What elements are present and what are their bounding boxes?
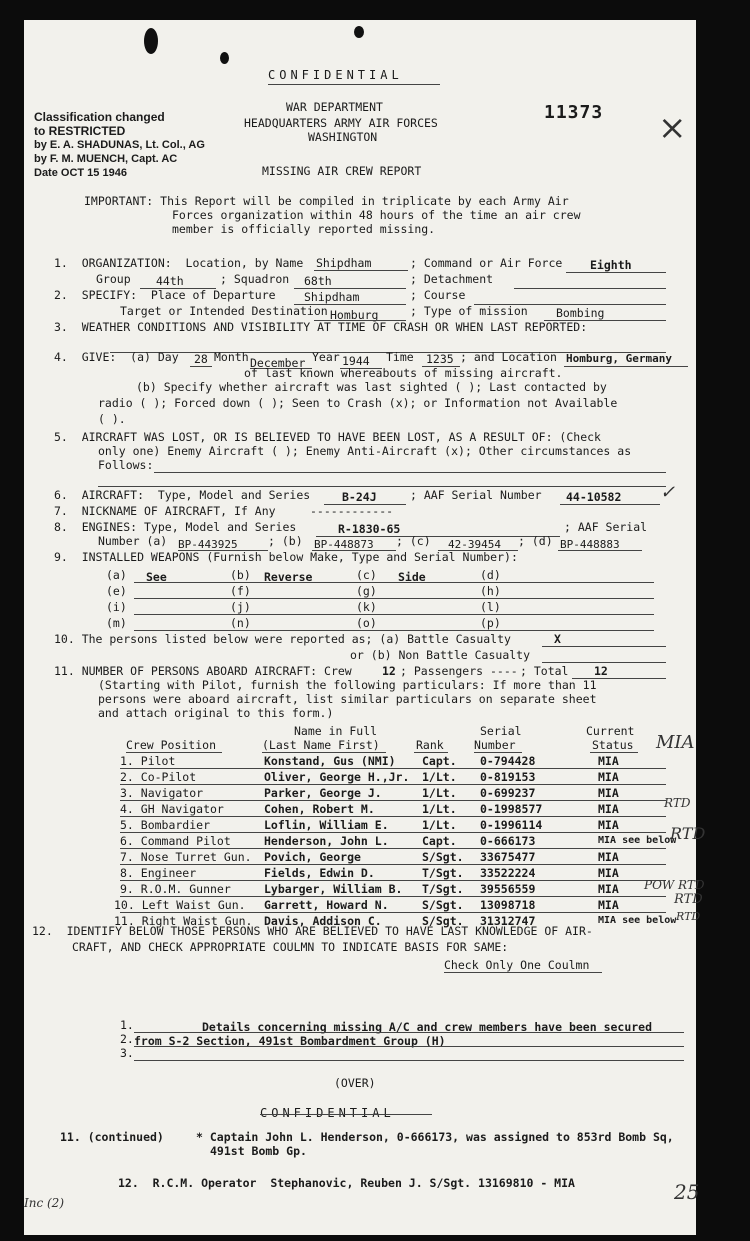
col-position: Crew Position: [126, 738, 217, 752]
crew-row-9-position: 9. R.O.M. Gunner: [120, 882, 231, 896]
s2-target-label: Target or Intended Destination: [120, 304, 328, 318]
s9-k-label: (k): [356, 600, 377, 614]
s8-engine-d: BP-448883: [560, 538, 620, 551]
handwritten-pow-rtd: POW RTD: [644, 878, 705, 892]
crew-row-6-name: Henderson, John L.: [264, 834, 389, 848]
s8-engine-a: BP-443925: [178, 538, 238, 551]
s11-label: 11. NUMBER OF PERSONS ABOARD AIRCRAFT: Crew: [54, 664, 352, 678]
s12-line-3: Check Only One Coulmn: [444, 958, 590, 972]
header-city: WASHINGTON: [308, 130, 378, 144]
s9-b-label: (b): [230, 568, 251, 582]
corner-x-mark: ×: [658, 108, 687, 148]
crew-row-9-status: MIA: [598, 882, 619, 896]
s8-engine-c: 42-39454: [448, 538, 501, 551]
continued-text-1: * Captain John L. Henderson, 0-666173, was assigned to 853rd Bomb Sq,: [196, 1130, 674, 1144]
s12-item-2-line: [134, 1046, 684, 1047]
crew-row-1-status: MIA: [598, 754, 619, 768]
s9-i-label: (i): [106, 600, 127, 614]
s1-command-label: ; Command or Air Force: [410, 256, 563, 270]
s1-detachment-line: [514, 288, 666, 289]
s12-item-3-line: [134, 1060, 684, 1061]
crew-row-7-status: MIA: [598, 850, 619, 864]
s11-line-2: (Starting with Pilot, furnish the following particulars: If more than 11: [98, 678, 597, 692]
continued-text-2: 491st Bomb Gp.: [210, 1144, 307, 1158]
crew-row-4-serial: 0-1998577: [480, 802, 543, 816]
header-hq: HEADQUARTERS ARMY AIR FORCES: [244, 116, 438, 130]
s9-h-label: (h): [480, 584, 501, 598]
crew-row-9-name: Lybarger, William B.: [264, 882, 403, 896]
s10-line-1: 10. The persons listed below were reported as; (a) Battle Casualty: [54, 632, 511, 646]
s11-passengers: ----: [490, 664, 518, 678]
crew-row-5-name: Loflin, William E.: [264, 818, 389, 832]
s4-label: 4. GIVE: (a) Day: [54, 350, 179, 364]
crew-row-7-position: 7. Nose Turret Gun.: [120, 850, 252, 864]
s2-departure: Shipdham: [304, 290, 360, 304]
s12-item-1-line: [134, 1032, 684, 1033]
crew-row-7-line: [120, 864, 666, 865]
crew-row-3-rank: 1/Lt.: [422, 786, 457, 800]
s5-line-2: only one) Enemy Aircraft ( ); Enemy Anti-Aircraft (x); Other circumstances as: [98, 444, 632, 458]
crew-row-4-position: 4. GH Navigator: [120, 802, 224, 816]
s9-n-label: (n): [230, 616, 251, 630]
s12-num-3: 3.: [120, 1046, 134, 1060]
classification-bottom: CONFIDENTIAL: [260, 1106, 395, 1120]
crew-row-11-status: MIA see below: [598, 915, 677, 926]
s9-row2-line: [134, 598, 654, 599]
crew-row-4-name: Cohen, Robert M.: [264, 802, 375, 816]
s1-command: Eighth: [590, 258, 632, 272]
s9-row4-line: [134, 630, 654, 631]
s11-line-4: and attach original to this form.): [98, 706, 334, 720]
crew-row-1-position: 1. Pilot: [120, 754, 176, 768]
crew-row-2-position: 2. Co-Pilot: [120, 770, 197, 784]
crew-row-11-name: Davis, Addison C.: [264, 914, 382, 928]
s5-line-b: [98, 486, 666, 487]
crew-row-3-line: [120, 800, 666, 801]
s12-line-1: 12. IDENTIFY BELOW THOSE PERSONS WHO ARE BELIEVED TO HAVE LAST KNOWLEDGE OF AIR-: [32, 924, 593, 938]
over-label: (OVER): [334, 1076, 376, 1090]
s11-passengers-label: ; Passengers: [400, 664, 484, 678]
s9-c-label: (c): [356, 568, 377, 582]
col-name-top: Name in Full: [294, 724, 378, 738]
s8-engine-b: BP-448873: [314, 538, 374, 551]
s9-label: 9. INSTALLED WEAPONS (Furnish below Make, Type and Serial Number):: [54, 550, 518, 564]
classification-top: CONFIDENTIAL: [268, 68, 403, 82]
s2-course-label: ; Course: [410, 288, 466, 302]
crew-row-11-rank: S/Sgt.: [422, 914, 464, 928]
s11-total: 12: [594, 664, 608, 678]
crew-row-5-rank: 1/Lt.: [422, 818, 457, 832]
s11-line-3: persons were aboard aircraft, list similar particulars on separate sheet: [98, 692, 597, 706]
s5-line-1: 5. AIRCRAFT WAS LOST, OR IS BELIEVED TO HAVE BEEN LOST, AS A RESULT OF: (Check: [54, 430, 601, 444]
col-position-underline: [126, 752, 222, 753]
crew-row-11-position: 11. Right Waist Gun.: [114, 914, 253, 928]
crew-row-2-serial: 0-819153: [480, 770, 536, 784]
crew-row-6-serial: 0-666173: [480, 834, 536, 848]
crew-row-3-name: Parker, George J.: [264, 786, 382, 800]
report-number: 11373: [544, 102, 604, 123]
report-title: MISSING AIR CREW REPORT: [262, 164, 422, 178]
col-status-bottom: Status: [592, 738, 634, 752]
crew-row-8-line: [120, 880, 666, 881]
s6-serial-label: ; AAF Serial Number: [410, 488, 542, 502]
crew-row-8-rank: T/Sgt.: [422, 866, 464, 880]
important-line-3: member is officially reported missing.: [172, 222, 436, 236]
crew-row-1-name: Konstand, Gus (NMI): [264, 754, 396, 768]
col-rank: Rank: [416, 738, 444, 752]
s9-f-label: (f): [230, 584, 251, 598]
s9-j-label: (j): [230, 600, 251, 614]
crew-row-10-position: 10. Left Waist Gun.: [114, 898, 246, 912]
s10-mark: X: [554, 632, 561, 646]
s6-serial-line: [560, 504, 660, 505]
crew-row-10-name: Garrett, Howard N.: [264, 898, 389, 912]
crew-row-1-line: [120, 768, 666, 769]
handwritten-mia: MIA: [656, 732, 695, 753]
crew-row-4-rank: 1/Lt.: [422, 802, 457, 816]
classification-bottom-line: [260, 1114, 432, 1115]
col-name-bottom: (Last Name First): [262, 738, 380, 752]
stamp-line-5: Date OCT 15 1946: [34, 167, 127, 179]
s9-c-value: Side: [398, 570, 426, 584]
s9-row1-line: [134, 582, 654, 583]
header-department: WAR DEPARTMENT: [286, 100, 383, 114]
handwritten-rtd-1: RTD: [664, 796, 691, 810]
continued-label: 11. (continued): [60, 1130, 164, 1144]
s8-label: 8. ENGINES: Type, Model and Series: [54, 520, 297, 534]
s9-a-value: See: [146, 570, 167, 584]
stamp-line-1: Classification changed: [34, 110, 165, 124]
stamp-line-3: by E. A. SHADUNAS, Lt. Col., AG: [34, 139, 205, 151]
col-rank-underline: [414, 752, 448, 753]
s6-serial: 44-10582: [566, 490, 622, 504]
scan-speck: [354, 26, 364, 38]
s4-time: 1235: [426, 352, 454, 366]
crew-row-9-serial: 39556559: [480, 882, 536, 896]
s1-group-label: Group: [96, 272, 131, 286]
crew-row-10-rank: S/Sgt.: [422, 898, 464, 912]
s4-location-label: ; and Location: [460, 350, 557, 364]
s8-model: R-1830-65: [338, 522, 401, 536]
s8-engine-d-line: [558, 550, 642, 551]
crew-row-5-serial: 0-1996114: [480, 818, 543, 832]
crew-row-2-rank: 1/Lt.: [422, 770, 457, 784]
s4-day: 28: [194, 352, 208, 366]
crew-row-4-line: [120, 816, 666, 817]
col-serial-underline: [474, 752, 522, 753]
scan-speck: [220, 52, 229, 64]
crew-row-6-position: 6. Command Pilot: [120, 834, 231, 848]
crew-row-5-position: 5. Bombardier: [120, 818, 211, 832]
s2-mission-label: ; Type of mission: [410, 304, 528, 318]
crew-row-6-rank: Capt.: [422, 834, 457, 848]
s1-label: 1. ORGANIZATION: Location, by Name: [54, 256, 304, 270]
important-line-2: Forces organization within 48 hours of the time an air crew: [172, 208, 581, 222]
s4-line-2: of last known whereabouts of missing aircraft.: [244, 366, 563, 380]
important-line-1: IMPORTANT: This Report will be compiled in triplicate by each Army Air: [84, 194, 569, 208]
crew-row-10-status: MIA: [598, 898, 619, 912]
s4-location: Homburg, Germany: [566, 352, 672, 365]
crew-row-2-status: MIA: [598, 770, 619, 784]
handwritten-corner: Inc (2): [24, 1196, 65, 1210]
handwritten-rtd-2: RTD: [670, 824, 706, 843]
crew-row-6-line: [120, 848, 666, 849]
s11-crew: 12: [382, 664, 396, 678]
s10-line-a: [542, 646, 666, 647]
handwritten-rtd-4: RTD: [676, 910, 701, 923]
crew-row-1-rank: Capt.: [422, 754, 457, 768]
crew-row-2-line: [120, 784, 666, 785]
handwritten-rtd-3: RTD: [674, 892, 703, 907]
crew-row-11-serial: 31312747: [480, 914, 536, 928]
crew-row-8-status: MIA: [598, 866, 619, 880]
s8-c-label: ; (c): [396, 534, 431, 548]
crew-row-3-position: 3. Navigator: [120, 786, 204, 800]
s8-d-label: ; (d): [518, 534, 553, 548]
crew-row-6-status: MIA see below: [598, 835, 677, 846]
s2-target: Homburg: [330, 308, 379, 322]
scan-speck: [144, 28, 158, 54]
s9-p-label: (p): [480, 616, 501, 630]
s7-dashes: ------------: [310, 504, 394, 518]
s2-label: 2. SPECIFY: Place of Departure: [54, 288, 276, 302]
s10-line-b: [542, 662, 666, 663]
s1-detachment-label: ; Detachment: [410, 272, 494, 286]
crew-row-4-status: MIA: [598, 802, 619, 816]
s4-location-line: [564, 366, 688, 367]
s9-o-label: (o): [356, 616, 377, 630]
s8-b-label: ; (b): [268, 534, 303, 548]
s1-group: 44th: [156, 274, 184, 288]
s4-month: December: [250, 356, 306, 370]
col-name-underline: [262, 752, 386, 753]
s10-line-2: or (b) Non Battle Casualty: [350, 648, 531, 662]
s8-number-label: Number (a): [98, 534, 168, 548]
s9-row3-line: [134, 614, 654, 615]
s3-label: 3. WEATHER CONDITIONS AND VISIBILITY AT TIME OF CRASH OR WHEN LAST REPORTED:: [54, 320, 588, 334]
s9-l-label: (l): [480, 600, 501, 614]
s4-day-line: [190, 366, 212, 367]
s4-time-label: Time: [386, 350, 414, 364]
crew-row-7-serial: 33675477: [480, 850, 536, 864]
s6-checkmark: ✓: [660, 482, 676, 503]
col-serial-bottom: Number: [474, 738, 516, 752]
col-status-top: Current: [586, 724, 635, 738]
s9-b-value: Reverse: [264, 570, 313, 584]
s7-label: 7. NICKNAME OF AIRCRAFT, If Any: [54, 504, 276, 518]
s6-label: 6. AIRCRAFT: Type, Model and Series: [54, 488, 311, 502]
s5-line-3: Follows:: [98, 458, 154, 472]
crew-row-7-name: Povich, George: [264, 850, 361, 864]
crew-row-3-serial: 0-699237: [480, 786, 536, 800]
crew-row-8-position: 8. Engineer: [120, 866, 197, 880]
crew-row-10-serial: 13098718: [480, 898, 536, 912]
s1-squadron-label: ; Squadron: [220, 272, 290, 286]
s12-item-2: from S-2 Section, 491st Bombardment Group (H): [134, 1034, 446, 1048]
s1-squadron: 68th: [304, 274, 332, 288]
crew-row-9-rank: T/Sgt.: [422, 882, 464, 896]
s4-line-4: radio ( ); Forced down ( ); Seen to Crash (x); or Information not Available: [98, 396, 618, 410]
s1-squadron-line: [294, 288, 406, 289]
s1-location-line: [314, 270, 408, 271]
s12-num-1: 1.: [120, 1018, 134, 1032]
s6-type: B-24J: [342, 490, 377, 504]
crew-row-2-name: Oliver, George H.,Jr.: [264, 770, 410, 784]
s1-location: Shipdham: [316, 256, 372, 270]
crew-row-5-line: [120, 832, 666, 833]
s4-line-3: (b) Specify whether aircraft was last sighted ( ); Last contacted by: [136, 380, 607, 394]
col-serial-top: Serial: [480, 724, 522, 738]
s12-item-1: Details concerning missing A/C and crew members have been secured: [202, 1020, 653, 1034]
s11-total-label: ; Total: [520, 664, 569, 678]
stamp-line-4: by F. M. MUENCH, Capt. AC: [34, 153, 178, 165]
s12-check-underline: [444, 972, 602, 973]
s12-line-2: CRAFT, AND CHECK APPROPRIATE COULMN TO INDICATE BASIS FOR SAME:: [72, 940, 509, 954]
s9-m-label: (m): [106, 616, 127, 630]
col-status-underline: [590, 752, 638, 753]
document-page: [24, 20, 706, 1235]
crew-row-7-rank: S/Sgt.: [422, 850, 464, 864]
s12-num-2: 2.: [120, 1032, 134, 1046]
crew-row-8-name: Fields, Edwin D.: [264, 866, 375, 880]
s9-e-label: (e): [106, 584, 127, 598]
s4-year-label: Year: [312, 350, 340, 364]
crew-row-8-serial: 33522224: [480, 866, 536, 880]
s4-month-label: Month: [214, 350, 249, 364]
s9-d-label: (d): [480, 568, 501, 582]
crew-row-3-status: MIA: [598, 786, 619, 800]
s8-serial-label: ; AAF Serial: [564, 520, 648, 534]
crew-row-9-line: [120, 896, 666, 897]
s4-year: 1944: [342, 354, 370, 368]
item-12-rcm: 12. R.C.M. Operator Stephanovic, Reuben J. S/Sgt. 13169810 - MIA: [118, 1176, 575, 1190]
crew-row-10-line: [120, 912, 666, 913]
s4-line-5: ( ).: [98, 412, 126, 426]
stamp-line-2: to RESTRICTED: [34, 124, 126, 138]
crew-row-5-status: MIA: [598, 818, 619, 832]
s9-a-label: (a): [106, 568, 127, 582]
s2-mission: Bombing: [556, 306, 605, 320]
classification-underline: [268, 84, 440, 85]
s5-line-a: [154, 472, 666, 473]
s9-g-label: (g): [356, 584, 377, 598]
s1-command-line: [566, 272, 666, 273]
crew-row-1-serial: 0-794428: [480, 754, 536, 768]
page-number: 25: [674, 1180, 700, 1204]
